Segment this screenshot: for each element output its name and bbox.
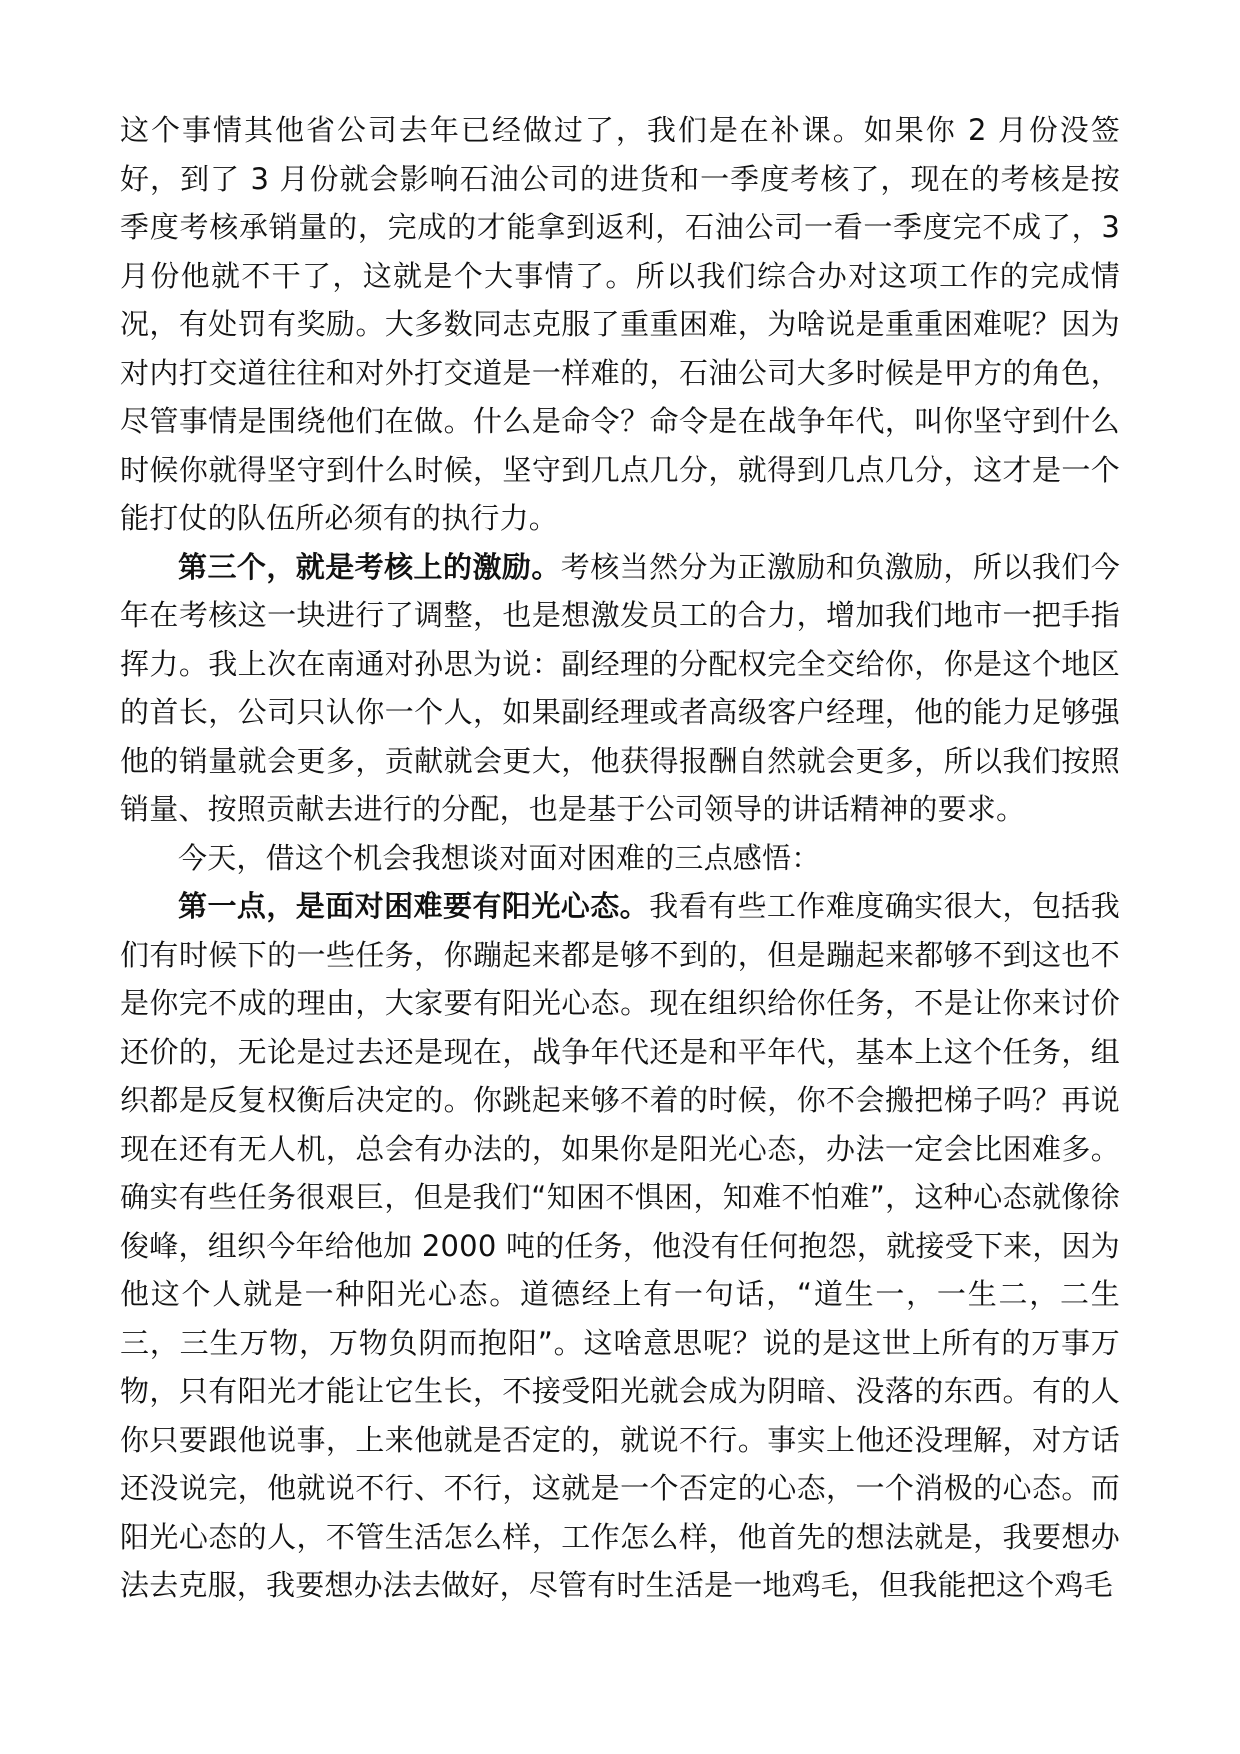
paragraph-first-point-sunny-mindset: [120, 882, 1120, 1610]
paragraph-text: 我看有些工作难度确实很大，包括我们有时候下的一些任务，你蹦起来都是够不到的，但是蹦起来都够不到这也不是你完不成的理由，大家要有阳光心态。现在组织给你任务，不是让你来讨价还价的，无论是过去还是现在，战争年代还是和平年代，基本上这个任务，组织都是反复权衡后决定的。你跳起来够不着的时候，你不会搬把梯子吗？再说现在还有无人机，总会有办法的，如果你是阳光心态，办法一定会比困难多。确实有些任务很艰巨，但是我们“知困不惧困，知难不怕难”，这种心态就像徐俊峰，组织今年给他加 2000 吨的任务，他没有任何抱怨，就接受下来，因为他这个人就是一种阳光心态。道德经上有一句话，“道生一，一生二，二生三，三生万物，万物负阴而抱阳”。这啥意思呢？说的是这世上所有的万事万物，只有阳光才能让它生长，不接受阳光就会成为阴暗、没落的东西。有的人你只要跟他说事，上来他就是否定的，就说不行。事实上他还没理解，对方话还没说完，他就说不行、不行，这就是一个否定的心态，一个消极的心态。而阳光心态的人，不管生活怎么样，工作怎么样，他首先的想法就是，我要想办法去克服，我要想办法去做好，尽管有时生活是一地鸡毛，但我能把这个鸡毛: [120, 889, 1121, 1602]
paragraph-heading: 第三个，就是考核上的激励。: [178, 549, 561, 584]
paragraph-heading: 第一点，是面对困难要有阳光心态。: [178, 889, 650, 923]
document-page: [120, 106, 1120, 1610]
paragraph-text: 今天，借这个机会我想谈对面对困难的三点感悟：: [178, 840, 821, 875]
paragraph-intro-three-insights: [120, 834, 1120, 883]
paragraph-text: 这个事情其他省公司去年已经做过了，我们是在补课。如果你 2 月份没签好，到了 3 月份就会影响石油公司的进货和一季度考核了，现在的考核是按季度考核承销量的，完成的才能拿到返利，石油公司一看一季度完不成了，3 月份他就不干了，这就是个大事情了。所以我们综合办对这项工作的完成情况，有处罚有奖励。大多数同志克服了重重困难，为啥说是重重困难呢？因为对内打交道往往和对外打交道是一样难的，石油公司大多时候是甲方的角色，尽管事情是围绕他们在做。什么是命令？命令是在战争年代，叫你坚守到什么时候你就得坚守到什么时候，坚守到几点几分，就得到几点几分，这才是一个能打仗的队伍所必须有的执行力。: [120, 113, 1120, 535]
paragraph-third-point-incentive: [120, 543, 1120, 834]
paragraph-text: 考核当然分为正激励和负激励，所以我们今年在考核这一块进行了调整，也是想激发员工的合力，增加我们地市一把手指挥力。我上次在南通对孙思为说：副经理的分配权完全交给你，你是这个地区的首长，公司只认你一个人，如果副经理或者高级客户经理，他的能力足够强他的销量就会更多，贡献就会更大，他获得报酬自然就会更多，所以我们按照销量、按照贡献去进行的分配，也是基于公司领导的讲话精神的要求。: [120, 549, 1120, 826]
paragraph-continuation: [120, 106, 1120, 543]
